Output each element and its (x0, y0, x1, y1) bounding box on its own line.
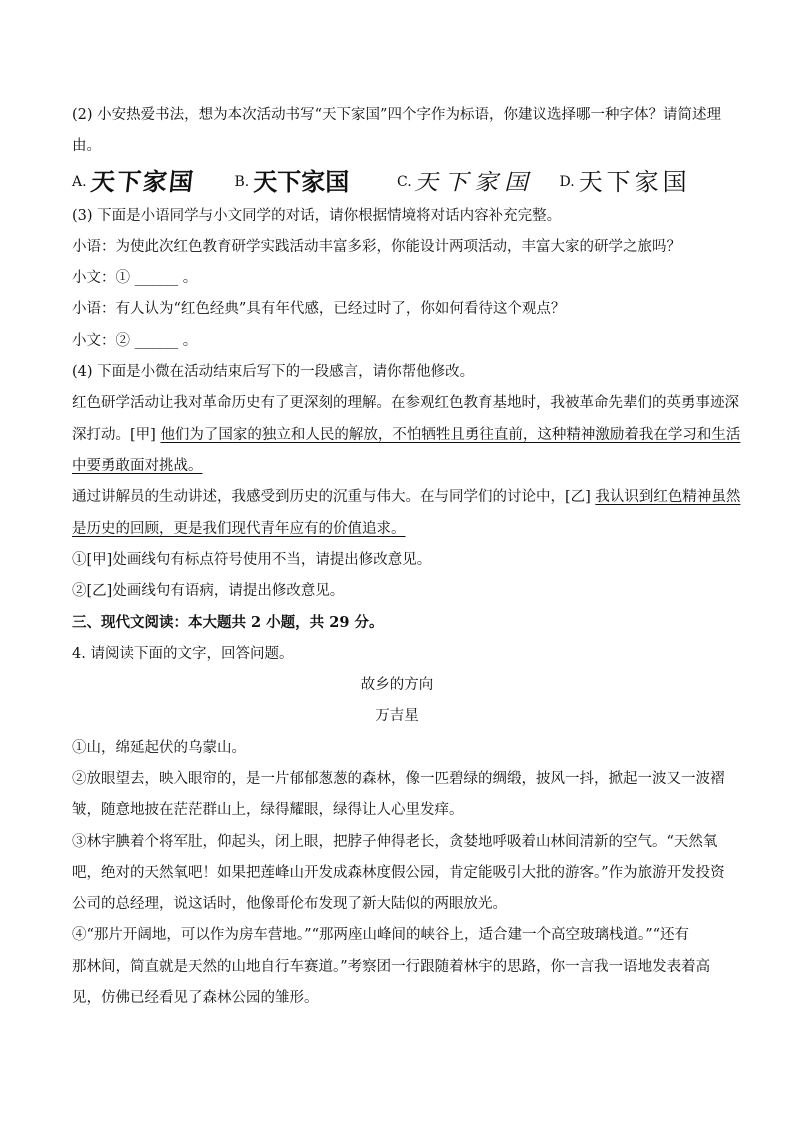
q4-yi-underlined: 我认识到红色精神虽然 (595, 489, 741, 506)
article-para3-line3: 公司的总经理，说这话时，他像哥伦布发现了新大陆似的两眼放光。 (72, 896, 507, 913)
article-para4-line1: ④“那片开阔地，可以作为房车营地。”“那两座山峰间的峡谷上，适合建一个高空玻璃栈道。”“还有 (72, 927, 690, 944)
q4-task-1: ①[甲]处画线句有标点符号使用不当，请提出修改意见。 (72, 551, 432, 568)
q3-answer-blank-1: 小文：① ______ 。 (72, 270, 198, 287)
q2-text-line1: (2) 小安热爱书法，想为本次活动书写“天下家国”四个字作为标语，你建议选择哪一种字体？请简述理 (72, 107, 721, 123)
article-para2-line1: ②放眼望去，映入眼帘的，是一片郁郁葱葱的森林，像一匹碧绿的绸缎，披风一抖，掀起一波又一波褶 (72, 770, 725, 787)
q4-paragraph1-line3 (72, 451, 722, 482)
section-3-heading: 三、现代文阅读：本大题共 2 小题，共 29 分。 (72, 614, 384, 632)
font-option-b (235, 164, 398, 200)
q4-jia-prefix: 深打动。[甲] (72, 426, 161, 443)
calligraphy-sample-c: 天下家国 (412, 168, 539, 195)
q4-jia-underlined: 他们为了国家的独立和人民的解放，不怕牺牲且勇往直前，这种精神激励着我在学习和生活 (160, 426, 741, 443)
document-page (72, 100, 741, 1014)
q4-task-2: ②[乙]处画线句有语病，请提出修改意见。 (72, 583, 345, 600)
calligraphy-sample-d: 天下家国 (578, 167, 691, 196)
q4-yi-underlined-cont: 是历史的回顾，更是我们现代青年应有的价值追求。 (72, 520, 406, 537)
q4-paragraph1-line1: 红色研学活动让我对革命历史有了更深刻的理解。在参观红色教育基地时，我被革命先辈们的英勇事迹深 (72, 395, 739, 412)
q4-paragraph1-line2 (72, 420, 741, 451)
font-option-d (560, 164, 723, 200)
q3-dialog-2: 小语：有人认为“红色经典”具有年代感，已经过时了，你如何看待这个观点？ (72, 301, 566, 318)
q4-paragraph2-line1 (72, 482, 741, 513)
q2-text-line2: 由。 (72, 138, 101, 155)
article-para4-line2: 那林间，简直就是天然的山地自行车赛道。”考察团一行跟随着林宇的思路，你一言我一语地发表着高 (72, 958, 711, 975)
q3-answer-blank-2: 小文：② ______ 。 (72, 332, 198, 349)
q3-intro: (3) 下面是小语同学与小文同学的对话，请你根据情境将对话内容补充完整。 (72, 207, 562, 224)
option-label-b: B. (234, 173, 250, 190)
article-author: 万吉星 (375, 708, 419, 725)
option-label-c: C. (397, 173, 412, 190)
article-title: 故乡的方向 (360, 677, 434, 694)
article-para3-line2: 吧，绝对的天然氧吧！如果把莲峰山开发成森林度假公园，肯定能吸引大批的游客。”作为旅游开发投资 (72, 864, 725, 881)
article-para3-line1: ③林宇腆着个将军肚，仰起头，闭上眼，把脖子伸得老长，贪婪地呼吸着山林间清新的空气。“天然氧 (72, 833, 718, 850)
calligraphy-sample-b: 天下家国 (253, 167, 350, 196)
q4-yi-prefix: 通过讲解员的生动讲述，我感受到历史的沉重与伟大。在与同学们的讨论中，[乙] (72, 489, 596, 506)
article-para2-line2: 皱，随意地披在茫茫群山上，绿得耀眼，绿得让人心里发痒。 (72, 802, 464, 819)
calligraphy-sample-a: 天下家国 (89, 166, 197, 196)
font-option-c (397, 164, 560, 200)
font-options-row (72, 163, 722, 201)
q4-paragraph2-line2 (72, 514, 722, 545)
q4-intro: (4) 下面是小微在活动结束后写下的一段感言，请你帮他修改。 (72, 364, 475, 381)
q3-dialog-1: 小语：为使此次红色教育研学实践活动丰富多彩，你能设计两项活动，丰富大家的研学之旅吗？ (72, 238, 681, 255)
option-label-d: D. (559, 173, 575, 190)
article-para4-line3: 见，仿佛已经看见了森林公园的雏形。 (72, 990, 319, 1007)
article-para1: ①山，绵延起伏的乌蒙山。 (72, 739, 246, 756)
q4-jia-underlined-cont: 中要勇敢面对挑战。 (72, 457, 203, 474)
reading-instruction: 4. 请阅读下面的文字，回答问题。 (72, 645, 294, 662)
font-option-a (72, 164, 235, 200)
option-label-a: A. (72, 173, 87, 190)
